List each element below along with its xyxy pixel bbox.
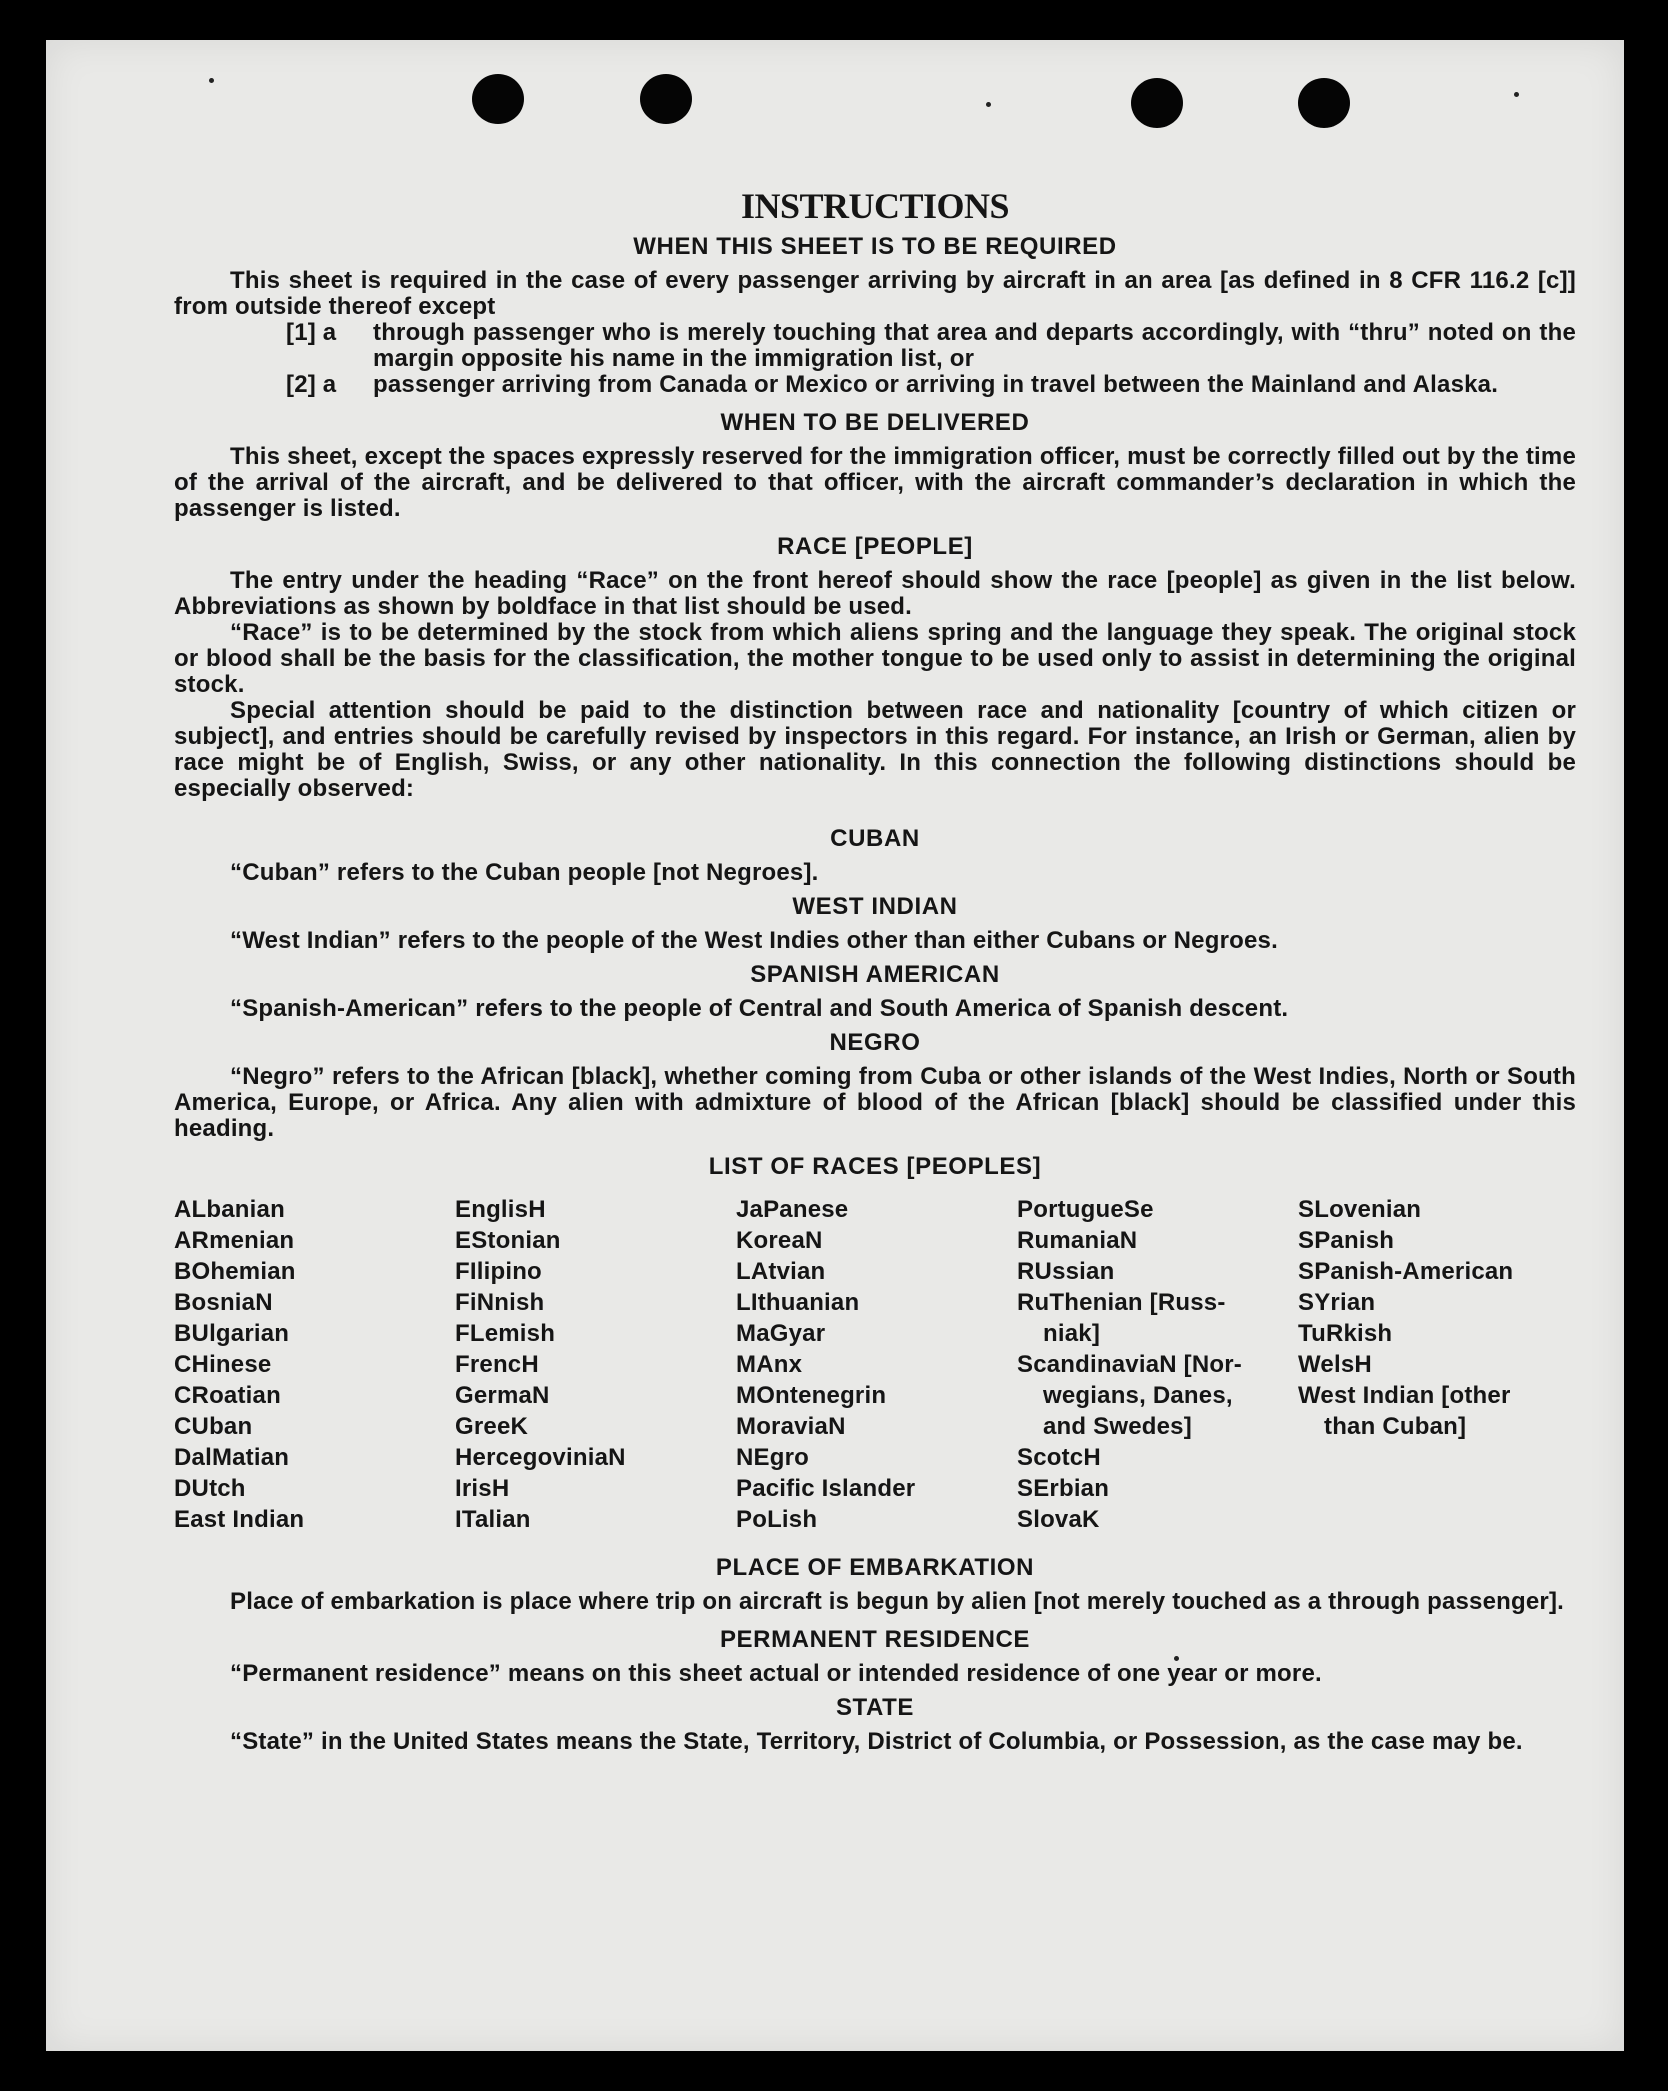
race-entry: ITalian bbox=[455, 1506, 531, 1533]
race-entry: HercegoviniaN bbox=[455, 1444, 626, 1471]
heading-state: STATE bbox=[835, 1694, 915, 1721]
race-entry: SPanish bbox=[1298, 1227, 1395, 1254]
item-number: [2] a bbox=[286, 371, 337, 398]
race-paragraph: Special attention should be paid to the distinction between race and nationality [country of which citizen or subject], and entries should be carefully revised by inspectors in this regard. For instance, an Irish or German, alien by race might be of English, Swiss, or any other nationality. In this connection the following distinctions should be especially observed: bbox=[174, 697, 1576, 802]
race-entry: KoreaN bbox=[736, 1227, 823, 1254]
race-entry: BosniaN bbox=[174, 1289, 273, 1316]
west-indian-text: “West Indian” refers to the people of the West Indies other than either Cubans or Negroes. bbox=[230, 927, 1278, 954]
race-entry: CRoatian bbox=[174, 1382, 281, 1409]
races-column bbox=[736, 1194, 1017, 1535]
race-entry: SPanish-American bbox=[1298, 1258, 1514, 1285]
race-entry: FiNnish bbox=[455, 1289, 545, 1316]
state-text: “State” in the United States means the State, Territory, District of Columbia, or Possession, as the case may be. bbox=[230, 1728, 1523, 1755]
race-entry: SlovaK bbox=[1017, 1506, 1100, 1533]
race-entry: IrisH bbox=[455, 1475, 510, 1502]
heading-embarkation: PLACE OF EMBARKATION bbox=[715, 1554, 1035, 1581]
race-entry: SErbian bbox=[1017, 1475, 1110, 1502]
race-entry-continued: wegians, Danes, bbox=[1043, 1382, 1233, 1409]
race-entry: ARmenian bbox=[174, 1227, 295, 1254]
race-entry: FIlipino bbox=[455, 1258, 542, 1285]
exception-item bbox=[174, 320, 1576, 372]
exception-item bbox=[174, 372, 1576, 398]
exception-list bbox=[174, 320, 1576, 398]
race-entry: MaGyar bbox=[736, 1320, 826, 1347]
race-entry: MoraviaN bbox=[736, 1413, 846, 1440]
race-entry-continued: and Swedes] bbox=[1043, 1413, 1192, 1440]
race-entry: FrencH bbox=[455, 1351, 539, 1378]
race-entry: FLemish bbox=[455, 1320, 556, 1347]
race-entry: CHinese bbox=[174, 1351, 272, 1378]
punch-hole bbox=[1298, 78, 1350, 128]
race-entry: JaPanese bbox=[736, 1196, 849, 1223]
races-column bbox=[455, 1194, 736, 1535]
race-entry: NEgro bbox=[736, 1444, 809, 1471]
required-intro: This sheet is required in the case of every passenger arriving by aircraft in an area [as defined in 8 CFR 116.2 [c]] from outside thereof except bbox=[174, 267, 1576, 320]
race-entry: East Indian bbox=[174, 1506, 305, 1533]
race-entry: PoLish bbox=[736, 1506, 818, 1533]
race-entry-continued: niak] bbox=[1043, 1320, 1101, 1347]
speck bbox=[986, 102, 991, 107]
races-column bbox=[1298, 1194, 1579, 1535]
race-entry: PortugueSe bbox=[1017, 1196, 1154, 1223]
item-number: [1] a bbox=[286, 319, 337, 346]
document-sheet bbox=[46, 40, 1624, 2051]
race-entry: RuThenian [Russ- bbox=[1017, 1289, 1226, 1316]
race-entry: EnglisH bbox=[455, 1196, 546, 1223]
race-entry: CUban bbox=[174, 1413, 253, 1440]
delivered-text: This sheet, except the spaces expressly reserved for the immigration officer, must be correctly filled out by the time of the arrival of the aircraft, and be delivered to that officer, with the aircraft commander’s declaration in which the passenger is listed. bbox=[174, 443, 1576, 522]
race-entry: ScotcH bbox=[1017, 1444, 1101, 1471]
speck bbox=[1514, 92, 1519, 97]
race-entry: GreeK bbox=[455, 1413, 529, 1440]
item-text: passenger arriving from Canada or Mexico or arriving in travel between the Mainland and Alaska. bbox=[373, 371, 1499, 398]
race-entry: RumaniaN bbox=[1017, 1227, 1138, 1254]
races-list bbox=[174, 1194, 1576, 1535]
negro-text: “Negro” refers to the African [black], whether coming from Cuba or other islands of the West Indies, North or South America, Europe, or Africa. Any alien with admixture of blood of the African [black] should be classified under this heading. bbox=[174, 1063, 1576, 1142]
punch-hole bbox=[472, 74, 524, 124]
race-entry: MOntenegrin bbox=[736, 1382, 887, 1409]
race-entry: RUssian bbox=[1017, 1258, 1115, 1285]
heading-cuban: CUBAN bbox=[830, 825, 920, 852]
race-entry: DUtch bbox=[174, 1475, 246, 1502]
cuban-text: “Cuban” refers to the Cuban people [not Negroes]. bbox=[230, 859, 819, 886]
race-entry: BUlgarian bbox=[174, 1320, 290, 1347]
heading-race: RACE [PEOPLE] bbox=[777, 533, 973, 560]
race-paragraph: The entry under the heading “Race” on the front hereof should show the race [people] as given in the list below. Abbreviations as shown by boldface in that list should be used. bbox=[174, 567, 1576, 620]
race-entry: BOhemian bbox=[174, 1258, 296, 1285]
race-entry: WelsH bbox=[1298, 1351, 1372, 1378]
race-entry: SYrian bbox=[1298, 1289, 1376, 1316]
page-title: INSTRUCTIONS bbox=[740, 186, 1010, 226]
speck bbox=[209, 78, 214, 83]
races-column bbox=[1017, 1194, 1298, 1535]
race-entry: LAtvian bbox=[736, 1258, 826, 1285]
race-entry: MAnx bbox=[736, 1351, 803, 1378]
race-entry: GermaN bbox=[455, 1382, 550, 1409]
race-paragraph: “Race” is to be determined by the stock from which aliens spring and the language they speak. The original stock or blood shall be the basis for the classification, the mother tongue to be used only to assist in determining the original stock. bbox=[174, 619, 1576, 698]
race-entry: LIthuanian bbox=[736, 1289, 860, 1316]
race-entry: SLovenian bbox=[1298, 1196, 1422, 1223]
spanish-american-text: “Spanish-American” refers to the people of Central and South America of Spanish descent. bbox=[230, 995, 1289, 1022]
race-entry: ALbanian bbox=[174, 1196, 285, 1223]
race-entry: TuRkish bbox=[1298, 1320, 1393, 1347]
item-text: through passenger who is merely touching that area and departs accordingly, with “thru” noted on the margin opposite his name in the immigration list, or bbox=[373, 319, 1576, 372]
race-entry: EStonian bbox=[455, 1227, 561, 1254]
race-entry: West Indian [other bbox=[1298, 1382, 1511, 1409]
race-entry-continued: than Cuban] bbox=[1324, 1413, 1467, 1440]
embarkation-text: Place of embarkation is place where trip on aircraft is begun by alien [not merely touched as a through passenger]. bbox=[230, 1588, 1564, 1615]
race-entry: DalMatian bbox=[174, 1444, 290, 1471]
residence-text: “Permanent residence” means on this sheet actual or intended residence of one year or more. bbox=[230, 1660, 1322, 1687]
race-entry: ScandinaviaN [Nor- bbox=[1017, 1351, 1242, 1378]
heading-required: WHEN THIS SHEET IS TO BE REQUIRED bbox=[633, 233, 1117, 260]
race-entry: Pacific Islander bbox=[736, 1475, 916, 1502]
heading-west-indian: WEST INDIAN bbox=[792, 893, 958, 920]
heading-residence: PERMANENT RESIDENCE bbox=[719, 1626, 1031, 1653]
punch-hole bbox=[640, 74, 692, 124]
heading-delivered: WHEN TO BE DELIVERED bbox=[720, 409, 1030, 436]
punch-hole bbox=[1131, 78, 1183, 128]
races-column bbox=[174, 1194, 455, 1535]
heading-spanish-american: SPANISH AMERICAN bbox=[750, 961, 1000, 988]
heading-negro: NEGRO bbox=[829, 1029, 921, 1056]
instructions-content bbox=[174, 186, 1576, 1755]
heading-list-of-races: LIST OF RACES [PEOPLES] bbox=[708, 1153, 1042, 1180]
